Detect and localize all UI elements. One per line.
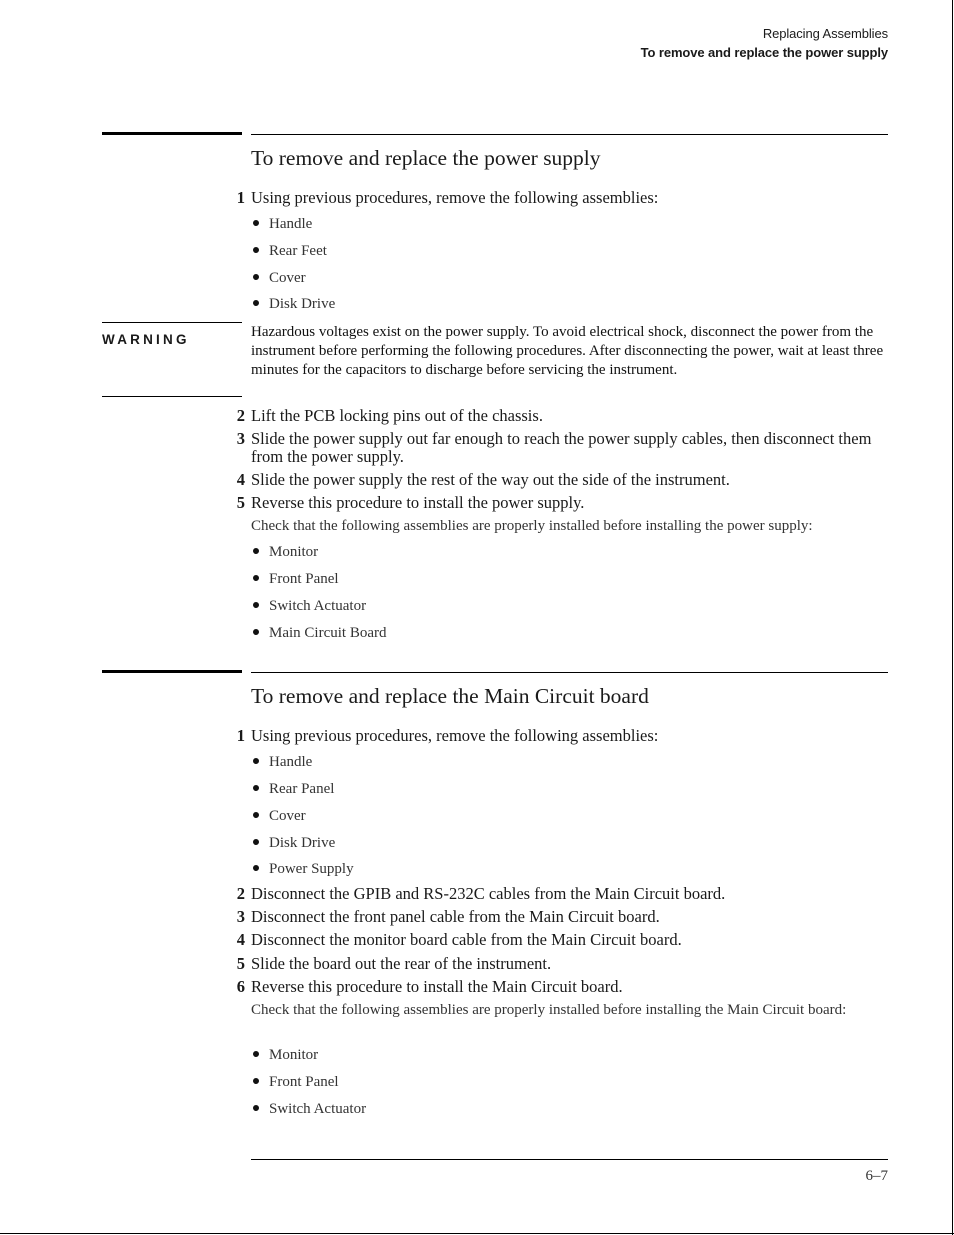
section-rule-thin — [251, 672, 888, 673]
section-rule-thick — [102, 670, 242, 673]
step-text: Slide the power supply out far enough to reach the power supply cables, then disconnect them from the power supply. — [251, 429, 872, 466]
page-number: 6–7 — [865, 1168, 888, 1184]
step-item — [236, 954, 891, 973]
bullet-icon — [253, 300, 259, 306]
step-item — [236, 188, 891, 207]
step-item — [236, 406, 891, 425]
step-text: Slide the power supply the rest of the way out the side of the instrument. — [251, 470, 730, 489]
page-border-bottom — [0, 1233, 954, 1234]
section-rule-thin — [251, 134, 888, 135]
section-rule-thick — [102, 132, 242, 135]
warning-rule-bottom — [102, 396, 242, 397]
step-text: Reverse this procedure to install the power supply. — [251, 493, 585, 512]
bullet-item: Handle — [253, 754, 312, 771]
step-text: Disconnect the GPIB and RS-232C cables from the Main Circuit board. — [251, 884, 726, 903]
step-number: 1 — [236, 188, 245, 207]
header-topic: To remove and replace the power supply — [640, 45, 888, 60]
bullet-item: Rear Panel — [253, 781, 334, 798]
step-number: 3 — [236, 907, 245, 926]
warning-rule-top — [102, 322, 242, 323]
step-item — [236, 493, 891, 512]
step-text: Disconnect the front panel cable from the Main Circuit board. — [251, 907, 660, 926]
step-number: 2 — [236, 406, 245, 425]
bullet-item: Power Supply — [253, 861, 354, 878]
bullet-icon — [253, 865, 259, 871]
bullet-item: Monitor — [253, 544, 318, 561]
step-item — [236, 907, 891, 926]
step-text: Disconnect the monitor board cable from the Main Circuit board. — [251, 930, 682, 949]
step-number: 4 — [236, 930, 245, 949]
step-number: 2 — [236, 884, 245, 903]
check-note: Check that the following assemblies are properly installed before installing the power supply: — [251, 518, 813, 534]
step-number: 5 — [236, 493, 245, 512]
bullet-icon — [253, 274, 259, 280]
bullet-icon — [253, 1078, 259, 1084]
header-section-title: Replacing Assemblies — [762, 26, 888, 41]
bullet-icon — [253, 602, 259, 608]
bullet-icon — [253, 629, 259, 635]
bullet-icon — [253, 247, 259, 253]
bullet-item: Disk Drive — [253, 835, 335, 852]
bullet-icon — [253, 758, 259, 764]
step-item — [236, 470, 891, 489]
step-number: 4 — [236, 470, 245, 489]
bullet-icon — [253, 1051, 259, 1057]
step-text: Reverse this procedure to install the Main Circuit board. — [251, 977, 623, 996]
step-number: 3 — [236, 429, 245, 448]
bullet-icon — [253, 220, 259, 226]
bullet-item: Cover — [253, 270, 306, 287]
bullet-item: Cover — [253, 808, 306, 825]
bullet-item: Switch Actuator — [253, 598, 366, 615]
step-number: 5 — [236, 954, 245, 973]
bullet-item: Monitor — [253, 1047, 318, 1064]
footer-rule — [251, 1159, 888, 1160]
step-number: 6 — [236, 977, 245, 996]
bullet-item: Front Panel — [253, 571, 339, 588]
page-border-right — [952, 0, 953, 1235]
step-item — [236, 429, 891, 466]
section-heading: To remove and replace the Main Circuit board — [251, 684, 649, 708]
step-text: Using previous procedures, remove the following assemblies: — [251, 188, 659, 207]
bullet-icon — [253, 1105, 259, 1111]
bullet-icon — [253, 785, 259, 791]
warning-text: Hazardous voltages exist on the power supply. To avoid electrical shock, disconnect the power from the instrument before performing the following procedures. After disconnecting the power, wait at least three minutes for the capacitors to discharge before servicing the instrument. — [251, 324, 884, 378]
check-note: Check that the following assemblies are properly installed before installing the Main Circuit board: — [251, 1002, 847, 1018]
bullet-icon — [253, 839, 259, 845]
bullet-item: Switch Actuator — [253, 1101, 366, 1118]
bullet-icon — [253, 812, 259, 818]
step-item — [236, 930, 891, 949]
section-heading: To remove and replace the power supply — [251, 146, 601, 170]
bullet-icon — [253, 548, 259, 554]
warning-label: WARNING — [102, 332, 190, 347]
step-text: Using previous procedures, remove the following assemblies: — [251, 726, 659, 745]
step-item — [236, 726, 891, 745]
step-text: Lift the PCB locking pins out of the chassis. — [251, 406, 543, 425]
bullet-item: Main Circuit Board — [253, 625, 386, 642]
bullet-item: Handle — [253, 216, 312, 233]
bullet-item: Front Panel — [253, 1074, 339, 1091]
step-number: 1 — [236, 726, 245, 745]
step-item — [236, 884, 891, 903]
bullet-icon — [253, 575, 259, 581]
bullet-item: Rear Feet — [253, 243, 327, 260]
step-item — [236, 977, 891, 996]
bullet-item: Disk Drive — [253, 296, 335, 313]
step-text: Slide the board out the rear of the instrument. — [251, 954, 552, 973]
running-header — [641, 24, 888, 62]
